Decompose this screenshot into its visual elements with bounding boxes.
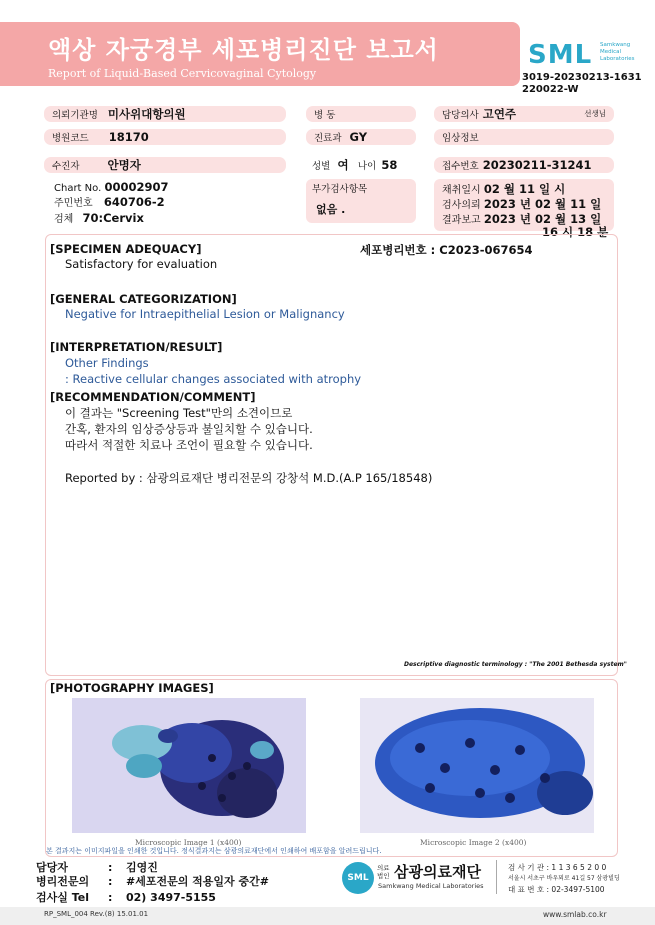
clinical-field [434, 129, 614, 145]
hospital-code-label: 병원코드 [52, 133, 89, 144]
extra-test-value: 없음 . [316, 203, 346, 216]
foundation-tag-1: 의료 [377, 864, 390, 872]
specialist-row: 병리전문의 : #세포전문의 적용일자 중간# [36, 875, 269, 888]
org-address: 서울시 서초구 바우뫼로 41길 57 삼광빌딩 [508, 875, 620, 882]
bethesda-note: Descriptive diagnostic terminology : "The 2001 Bethesda system" [404, 661, 627, 668]
doctor-field [434, 106, 614, 122]
specimen [54, 210, 144, 225]
report-subtitle: Report of Liquid-Based Cervicovaginal Cytology [48, 67, 317, 80]
dept-field [306, 129, 416, 145]
recommendation-text-1: 이 결과는 "Screening Test"만의 소견이므로 [65, 406, 293, 420]
age-label: 나이 [357, 161, 377, 172]
lab-tel-row: 검사실 Tel : 02) 3497-5155 [36, 891, 216, 904]
doctor-suffix: 선생님 [584, 109, 606, 118]
specialist-value: #세포전문의 적용일자 중간# [126, 875, 269, 888]
org-id: 검 사 기 관 : 1 1 3 6 5 2 0 0 [508, 863, 607, 872]
resident-no-label: 주민번호 [54, 198, 93, 209]
doctor-label: 담당의사 [442, 110, 479, 121]
reported-by: Reported by : 삼광의료재단 병리전문의 강창석 M.D.(A.P 165/18548) [65, 471, 433, 485]
microscopic-image-1 [72, 698, 306, 833]
collect-label: 채취일시 [442, 185, 481, 196]
foundation-name: 삼광의료재단 [394, 863, 481, 881]
foundation-tag-2: 법인 [377, 872, 390, 880]
adequacy-heading: [SPECIMEN ADEQUACY] [50, 242, 202, 256]
hospital-code-value: 18170 [108, 130, 149, 144]
org-info [508, 862, 620, 895]
document-id-line-1: 3019-20230213-1631 [522, 72, 642, 83]
sml-logo-subtitle: Samkwang Medical Laboratories [600, 42, 635, 62]
patient-value: 안명자 [107, 158, 141, 172]
recommendation-heading: [RECOMMENDATION/COMMENT] [50, 390, 256, 404]
chart-no-value: 00002907 [104, 180, 169, 194]
chart-no-label: Chart No. [54, 183, 102, 194]
interpretation-text-2: : Reactive cellular changes associated with atrophy [65, 372, 362, 386]
image-2-caption: Microscopic Image 2 (x400) [420, 838, 527, 847]
doctor-value: 고연주 [482, 107, 517, 121]
sml-logo: SML [528, 40, 593, 70]
foundation-logo: SML [342, 862, 374, 894]
microscopic-image-2 [360, 698, 594, 833]
category-heading: [GENERAL CATEGORIZATION] [50, 292, 237, 306]
clinical-label: 임상정보 [442, 133, 479, 144]
foundation-name-en: Samkwang Medical Laboratories [378, 882, 484, 890]
sex-age-field [306, 157, 416, 173]
report-value: 2023 년 02 월 13 일 [483, 212, 602, 226]
resident-no [54, 194, 165, 209]
lab-tel-label: 검사실 Tel [36, 891, 89, 904]
ward-label: 병 동 [314, 110, 336, 121]
printed-notice: 본 결과지는 이미지파일을 인쇄한 것입니다. 정식결과지는 삼광의료재단에서 인쇄하여 배포함을 알려드립니다. [46, 847, 382, 855]
category-text: Negative for Intraepithelial Lesion or Malignancy [65, 307, 345, 321]
manager-value: 김영진 [126, 861, 158, 874]
image-1-caption: Microscopic Image 1 (x400) [135, 838, 242, 847]
specialist-label: 병리전문의 [36, 875, 90, 888]
collect-date [442, 181, 565, 197]
institution-value: 미사위대항의원 [107, 107, 186, 121]
manager-row: 담당자 : 김영진 [36, 861, 158, 874]
sex-value: 여 [337, 158, 349, 172]
chart-no [54, 180, 168, 194]
photo-heading: [PHOTOGRAPHY IMAGES] [50, 681, 214, 695]
dept-label: 진료과 [314, 133, 342, 144]
website-link[interactable]: www.smlab.co.kr [543, 910, 607, 919]
resident-no-value: 640706-2 [103, 195, 165, 209]
specimen-label: 검체 [54, 214, 74, 225]
report-title: 액상 자궁경부 세포병리진단 보고서 [48, 36, 439, 64]
footer-divider [496, 860, 497, 894]
patient-label: 수진자 [52, 161, 80, 172]
request-value: 2023 년 02 월 11 일 [483, 197, 602, 211]
sex-label: 성별 [312, 161, 331, 172]
form-code: RP_SML_004 Rev.(8) 15.01.01 [44, 910, 149, 918]
interpretation-heading: [INTERPRETATION/RESULT] [50, 340, 223, 354]
hospital-code-field [44, 129, 286, 145]
age-value: 58 [381, 158, 398, 172]
dept-value: GY [349, 130, 368, 144]
recommendation-text-2: 간혹, 환자의 임상증상등과 불일치할 수 있습니다. [65, 422, 313, 436]
document-id [522, 72, 642, 96]
ward-field [306, 106, 416, 122]
manager-label: 담당자 [36, 861, 68, 874]
recommendation-text-3: 따라서 적절한 치료나 조언이 필요할 수 있습니다. [65, 438, 313, 452]
collect-value: 02 월 11 일 시 [483, 182, 566, 196]
document-id-line-2: 220022-W [522, 84, 579, 95]
receipt-field [434, 157, 614, 173]
adequacy-text: Satisfactory for evaluation [65, 257, 218, 271]
extra-test-box [306, 179, 416, 223]
receipt-label: 접수번호 [442, 161, 479, 172]
specimen-value: 70:Cervix [82, 211, 144, 225]
org-phone: 대 표 번 호 : 02-3497-5100 [508, 885, 605, 894]
institution-field [44, 106, 286, 122]
receipt-value: 20230211-31241 [482, 158, 592, 172]
patient-field [44, 157, 286, 173]
foundation-tag [377, 864, 390, 880]
institution-label: 의뢰기관명 [52, 110, 98, 121]
lab-tel-value: 02) 3497-5155 [126, 891, 216, 904]
interpretation-text-1: Other Findings [65, 356, 149, 370]
report-time: 16 시 18 분 [542, 225, 609, 239]
request-label: 검사의뢰 [442, 200, 481, 211]
pathology-number: 세포병리번호 : C2023-067654 [360, 243, 533, 257]
request-date [442, 196, 601, 212]
extra-test-label: 부가검사항목 [312, 184, 368, 195]
report-label: 결과보고 [442, 215, 481, 226]
